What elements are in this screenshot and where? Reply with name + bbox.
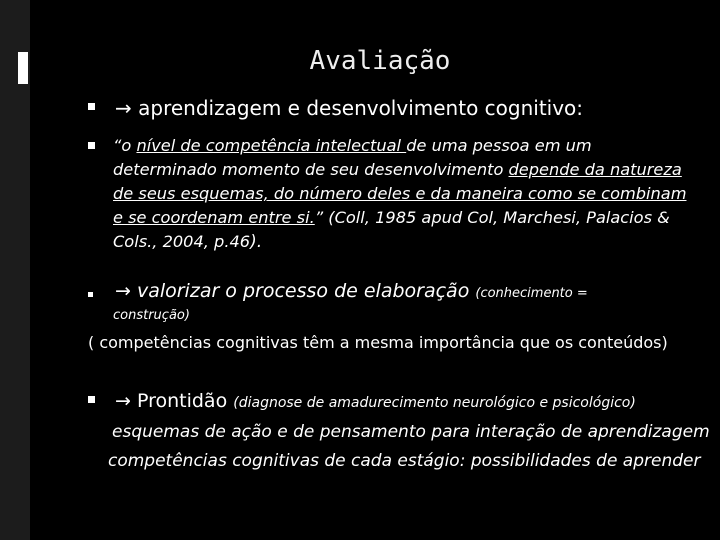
bullet-5-text [115,390,636,412]
bullet-3-small: (conhecimento = [475,286,588,301]
bullet-5-main: → Prontidão [115,390,234,412]
quote-close: ). [250,232,263,252]
estagio-line: competências cognitivas de cada estágio: possibilidades de aprender [108,451,701,471]
bullet-3-continuation: construção) [113,308,190,323]
esquemas-line: esquemas de ação e de pensamento para interação de aprendizagem [112,422,710,442]
quote-text-1: de uma pessoa em um determinado momento de seu desenvolvimento [113,136,592,179]
bullet-1-text: → aprendizagem e desenvolvimento cognitivo: [115,96,584,120]
bullet-5-small: (diagnose de amadurecimento neurológico e psicológico) [233,395,636,411]
bullet-3-text [115,280,588,302]
quote-paragraph [113,134,688,254]
bullet-square-icon [88,292,93,297]
competencias-line: ( competências cognitivas têm a mesma importância que os conteúdos) [88,333,668,352]
bullet-3-main: → valorizar o processo de elaboração [115,280,476,302]
bullet-square-icon [88,103,95,110]
quote-underlined-1: nível de competência intelectual [136,136,407,155]
quote-underlined-2: depende da natureza de seus esquemas, do número deles e da maneira como se combinam e se coordenam entre si. [113,160,687,227]
quote-citation: ” (Coll, 1985 apud Col, Marchesi, Palacios & Cols., 2004, p.46 [113,208,670,251]
bullet-square-icon [88,142,95,149]
slide-title: Avaliação [309,46,451,76]
bullet-square-icon [88,396,95,403]
quote-open: “o [113,136,137,155]
